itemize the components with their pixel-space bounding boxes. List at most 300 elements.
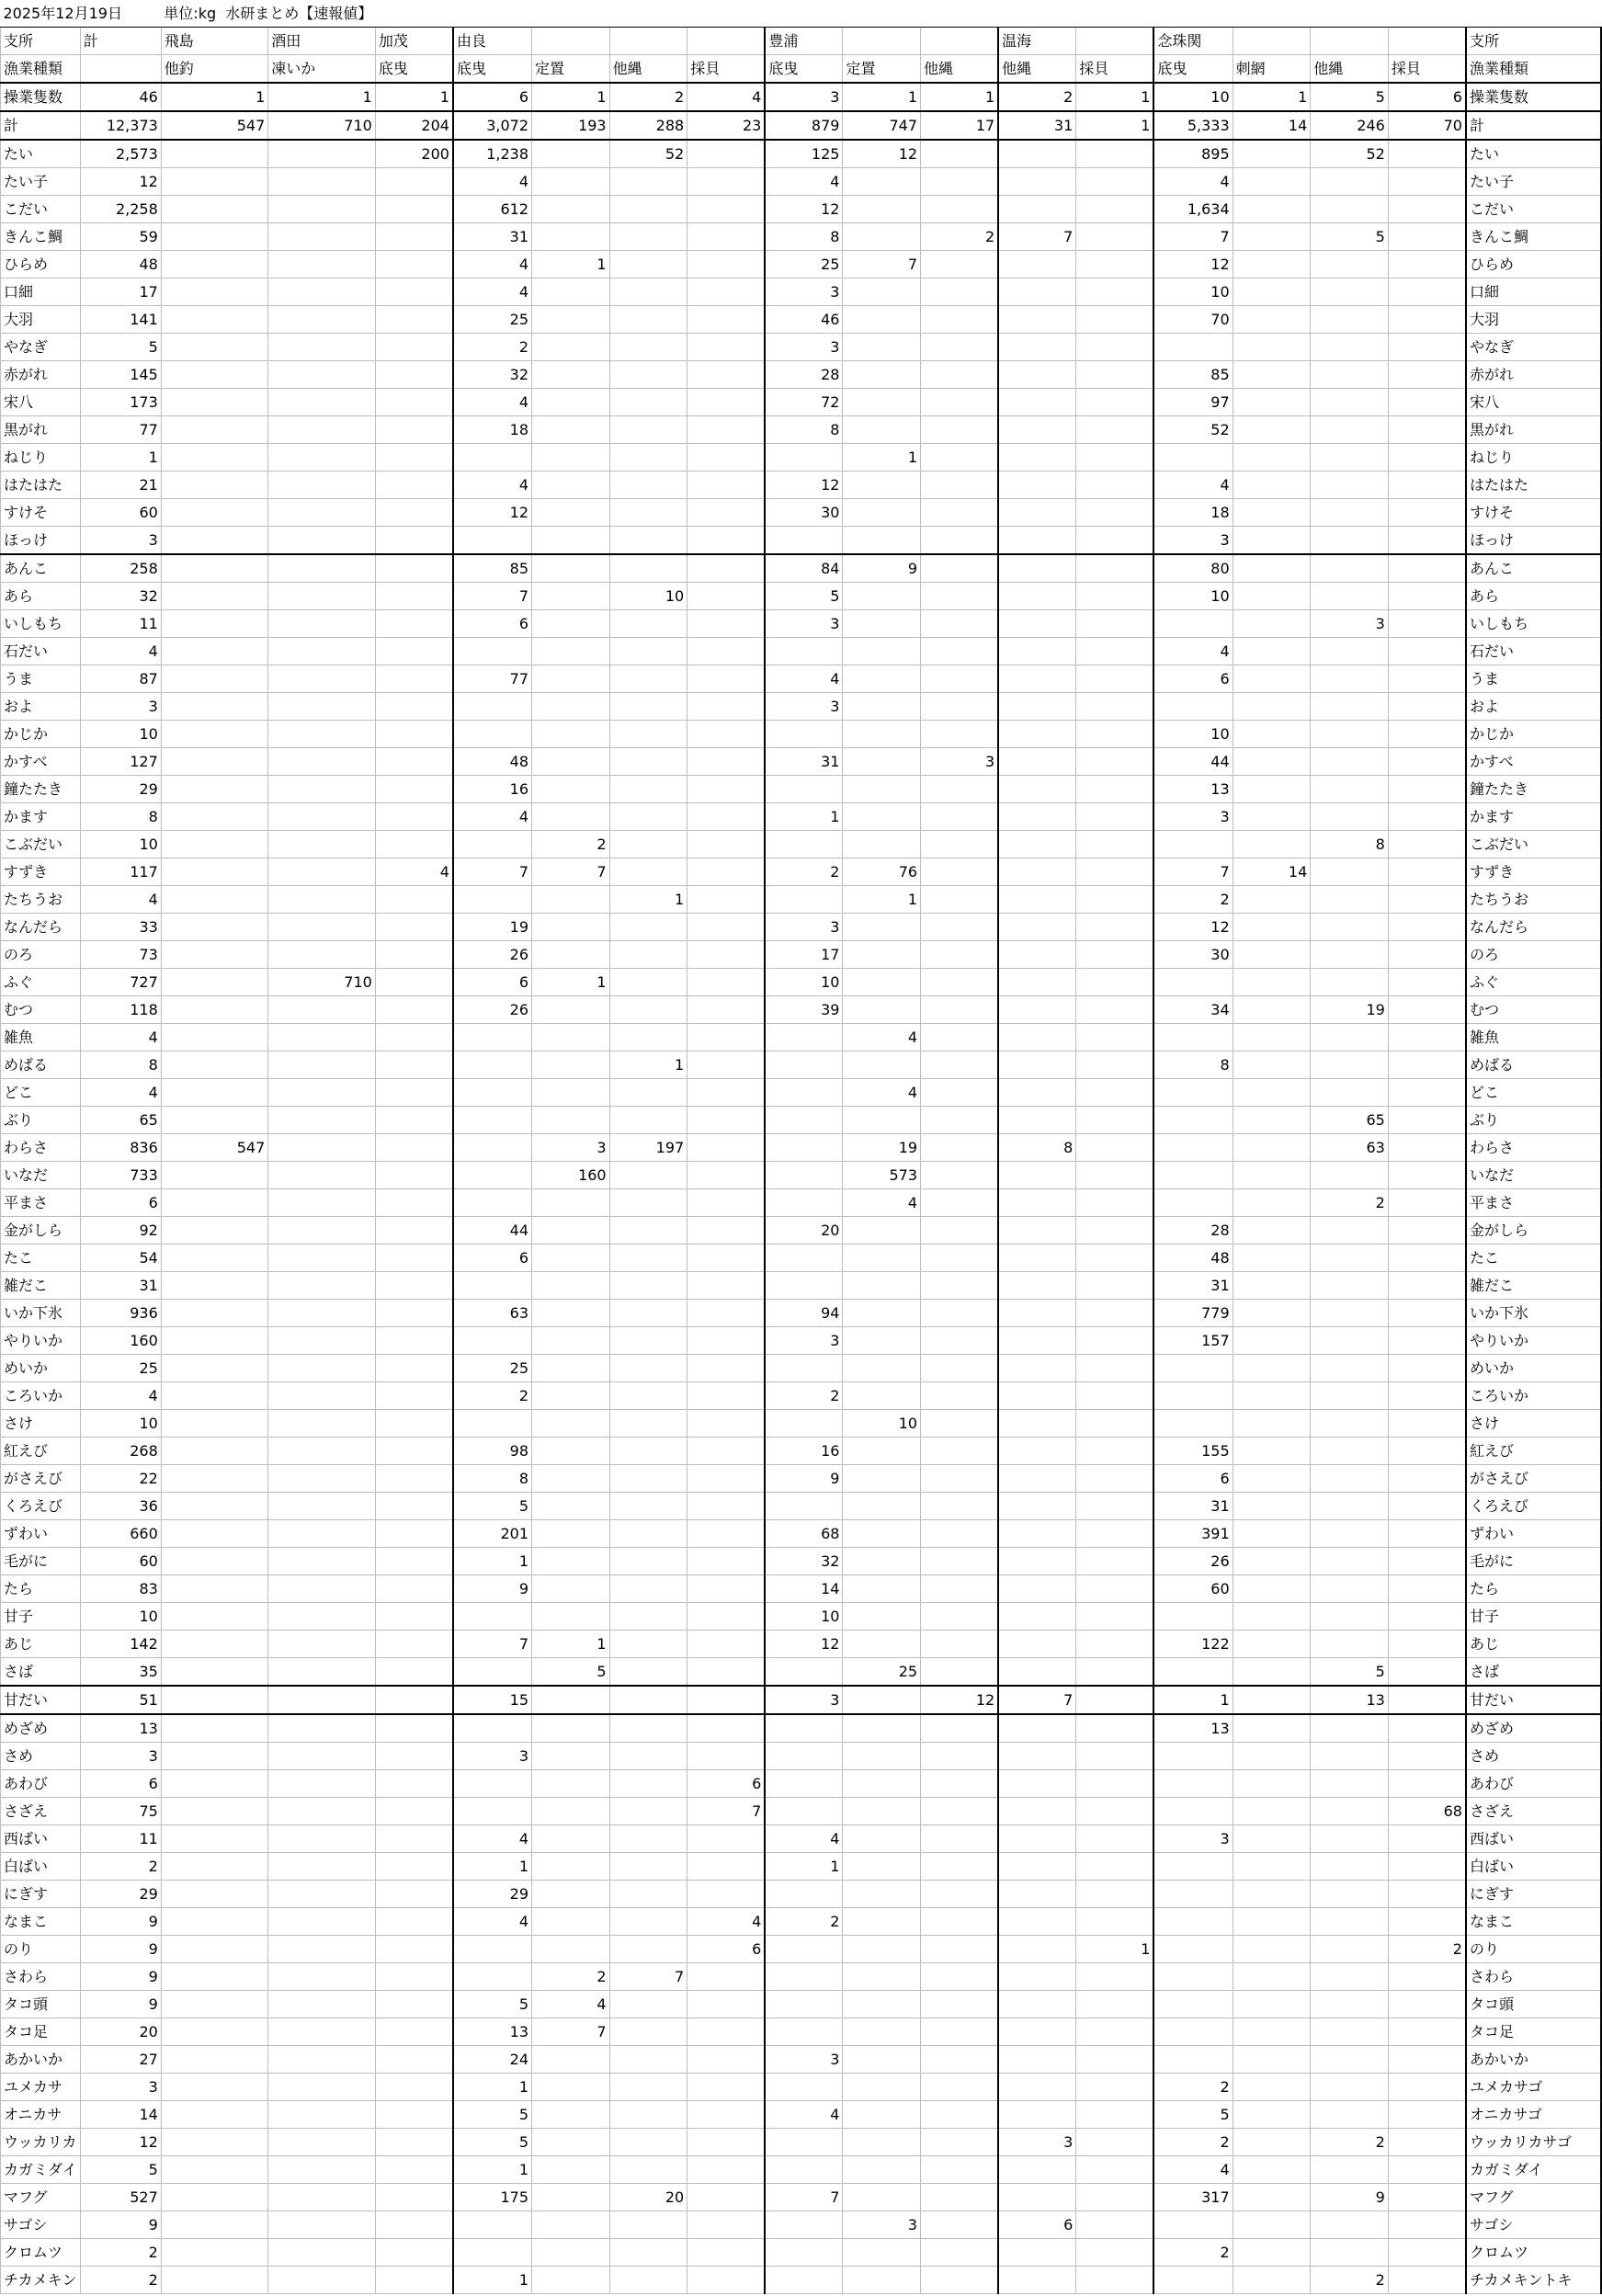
cell [532, 2267, 610, 2294]
cell [765, 2267, 843, 2294]
cell [1233, 306, 1311, 334]
row-label-right: 白ばい [1466, 1853, 1601, 1881]
cell: 21 [80, 472, 161, 499]
data-row [1, 1162, 1602, 1189]
cell [921, 2267, 999, 2294]
row-label-right: きんこ鯛 [1466, 223, 1601, 251]
cell [843, 1743, 921, 1770]
row-label: 漁業種類 [1, 55, 81, 84]
cell [609, 1548, 687, 1575]
cell [687, 1162, 766, 1189]
data-row [1, 554, 1602, 583]
cell [1388, 306, 1466, 334]
row-label: さけ [1, 1410, 81, 1438]
cell: 747 [843, 111, 921, 140]
cell [687, 361, 766, 389]
cell [843, 1603, 921, 1631]
cell [687, 223, 766, 251]
cell [1388, 748, 1466, 776]
cell: 6 [80, 1189, 161, 1217]
cell [375, 1743, 453, 1770]
cell [1076, 1217, 1154, 1245]
data-row [1, 1493, 1602, 1520]
cell [843, 389, 921, 416]
row-label: 大羽 [1, 306, 81, 334]
cell [161, 1798, 268, 1825]
cell [843, 721, 921, 748]
cell [1311, 1548, 1389, 1575]
cell: 5 [80, 2156, 161, 2184]
cell: 8 [998, 1134, 1076, 1162]
row-label-right: サゴシ [1466, 2211, 1601, 2239]
data-row [1, 278, 1602, 306]
cell [998, 1465, 1076, 1493]
cell: 6 [687, 1936, 766, 1963]
data-row [1, 1189, 1602, 1217]
row-label-right: クロムツ [1466, 2239, 1601, 2267]
cell: 32 [765, 1548, 843, 1575]
cell [532, 1217, 610, 1245]
cell [1153, 1853, 1233, 1881]
cell: 710 [268, 111, 376, 140]
cell [1233, 140, 1311, 168]
cell [921, 1465, 999, 1493]
row-label: こぶだい [1, 831, 81, 858]
cell: 27 [80, 2046, 161, 2074]
cell [1388, 140, 1466, 168]
row-label-right: たちうお [1466, 886, 1601, 914]
cell: 4 [453, 1908, 532, 1936]
row-label-right: かすべ [1466, 748, 1601, 776]
cell [843, 583, 921, 610]
cell [161, 610, 268, 638]
cell [161, 1272, 268, 1300]
cell [687, 1079, 766, 1107]
cell [1233, 28, 1311, 55]
cell: 7 [765, 2184, 843, 2211]
cell [1076, 554, 1154, 583]
data-row [1, 472, 1602, 499]
cell [921, 2046, 999, 2074]
cell [843, 1770, 921, 1798]
cell: 2 [80, 2239, 161, 2267]
cell [843, 1714, 921, 1743]
cell [921, 665, 999, 693]
cell [1076, 278, 1154, 306]
cell: 3 [80, 1743, 161, 1770]
cell [1388, 444, 1466, 472]
cell [532, 2239, 610, 2267]
cell [268, 1465, 376, 1493]
cell [161, 1575, 268, 1603]
cell [268, 583, 376, 610]
cell: 85 [1153, 361, 1233, 389]
cell [375, 196, 453, 223]
cell [1311, 803, 1389, 831]
cell [161, 858, 268, 886]
cell [1311, 914, 1389, 941]
data-row [1, 1438, 1602, 1465]
cell [843, 693, 921, 721]
cell [843, 1217, 921, 1245]
cell [375, 583, 453, 610]
cell [921, 334, 999, 361]
row-label-right: わらさ [1466, 1134, 1601, 1162]
cell [268, 196, 376, 223]
cell [921, 2156, 999, 2184]
cell [1311, 1051, 1389, 1079]
row-label-right: ふぐ [1466, 969, 1601, 996]
cell: 317 [1153, 2184, 1233, 2211]
cell [375, 1520, 453, 1548]
cell [1311, 499, 1389, 527]
data-row [1, 1079, 1602, 1107]
cell [921, 969, 999, 996]
cell: 1,238 [453, 140, 532, 168]
cell [921, 1825, 999, 1853]
cell [1388, 1658, 1466, 1687]
row-label: がさえび [1, 1465, 81, 1493]
cell [1233, 1603, 1311, 1631]
cell [609, 1575, 687, 1603]
cell: 7 [453, 1631, 532, 1658]
cell [1388, 803, 1466, 831]
cell [453, 1603, 532, 1631]
cell [1233, 1548, 1311, 1575]
row-label-right: やなぎ [1466, 334, 1601, 361]
cell [161, 1743, 268, 1770]
row-label: ユメカサ [1, 2074, 81, 2101]
cell [843, 1825, 921, 1853]
cell [998, 858, 1076, 886]
cell: 73 [80, 941, 161, 969]
cell [1311, 1575, 1389, 1603]
data-row [1, 111, 1602, 140]
cell [453, 1770, 532, 1798]
cell [921, 444, 999, 472]
cell [375, 1245, 453, 1272]
cell [1076, 1107, 1154, 1134]
cell [453, 1079, 532, 1107]
cell [532, 416, 610, 444]
cell [998, 996, 1076, 1024]
cell [1233, 638, 1311, 665]
cell: 3 [765, 83, 843, 111]
cell [268, 2156, 376, 2184]
cell: 6 [687, 1770, 766, 1798]
cell [268, 1520, 376, 1548]
cell [375, 1603, 453, 1631]
cell [1233, 1686, 1311, 1714]
cell [1233, 1631, 1311, 1658]
cell [1388, 1575, 1466, 1603]
cell: 14 [80, 2101, 161, 2129]
cell [1388, 1189, 1466, 1217]
cell: 他釣 [161, 55, 268, 84]
cell: 31 [453, 223, 532, 251]
cell: 76 [843, 858, 921, 886]
cell [609, 2074, 687, 2101]
cell [921, 583, 999, 610]
cell [765, 1024, 843, 1051]
cell [687, 969, 766, 996]
cell [765, 1162, 843, 1189]
cell [998, 1272, 1076, 1300]
cell [1233, 748, 1311, 776]
cell: 3,072 [453, 111, 532, 140]
cell [1233, 168, 1311, 196]
cell [1311, 886, 1389, 914]
cell [1311, 416, 1389, 444]
cell: 288 [609, 111, 687, 140]
cell [532, 389, 610, 416]
row-label: たい [1, 140, 81, 168]
cell: 1 [609, 886, 687, 914]
cell [1388, 1079, 1466, 1107]
cell [1076, 665, 1154, 693]
cell [1076, 2074, 1154, 2101]
cell [1076, 196, 1154, 223]
row-label-right: ずわい [1466, 1520, 1601, 1548]
cell [765, 1743, 843, 1770]
data-row [1, 1825, 1602, 1853]
row-label: クロムツ [1, 2239, 81, 2267]
cell [1311, 1465, 1389, 1493]
cell [453, 1107, 532, 1134]
cell [1076, 1245, 1154, 1272]
data-row [1, 914, 1602, 941]
row-label-right: オニカサゴ [1466, 2101, 1601, 2129]
cell: 9 [453, 1575, 532, 1603]
cell [161, 444, 268, 472]
cell: 710 [268, 969, 376, 996]
cell [921, 1051, 999, 1079]
cell [921, 1382, 999, 1410]
row-label-right: あんこ [1466, 554, 1601, 583]
cell [921, 1493, 999, 1520]
cell [687, 2211, 766, 2239]
cell [998, 1300, 1076, 1327]
cell [161, 306, 268, 334]
cell [268, 499, 376, 527]
cell [843, 1631, 921, 1658]
cell [1311, 278, 1389, 306]
cell [1076, 527, 1154, 555]
row-label-right: 赤がれ [1466, 361, 1601, 389]
cell [609, 1936, 687, 1963]
cell [453, 1963, 532, 1991]
cell [687, 1107, 766, 1134]
cell [161, 1382, 268, 1410]
cell [921, 527, 999, 555]
data-row [1, 2129, 1602, 2156]
cell [998, 196, 1076, 223]
cell [1233, 1770, 1311, 1798]
row-label: めざめ [1, 1714, 81, 1743]
cell [1388, 1714, 1466, 1743]
cell: 4 [80, 1382, 161, 1410]
cell: 8 [1311, 831, 1389, 858]
row-label: かじか [1, 721, 81, 748]
cell [532, 306, 610, 334]
cell: 52 [1311, 140, 1389, 168]
cell [375, 1134, 453, 1162]
cell [687, 2074, 766, 2101]
row-label: 計 [1, 111, 81, 140]
row-label-right: かじか [1466, 721, 1601, 748]
cell [843, 1798, 921, 1825]
cell [687, 1658, 766, 1687]
cell [1388, 1217, 1466, 1245]
cell [843, 1575, 921, 1603]
cell [161, 2018, 268, 2046]
cell: 173 [80, 389, 161, 416]
cell: 刺網 [1233, 55, 1311, 84]
cell: 底曳 [1153, 55, 1233, 84]
cell: 12 [80, 2129, 161, 2156]
cell [998, 2156, 1076, 2184]
cell [998, 969, 1076, 996]
row-label-right: はたはた [1466, 472, 1601, 499]
cell: 1 [1153, 1686, 1233, 1714]
cell [921, 1991, 999, 2018]
row-label-right: さざえ [1466, 1798, 1601, 1825]
cell: 5 [765, 583, 843, 610]
cell [1311, 1382, 1389, 1410]
cell [1233, 665, 1311, 693]
cell [1388, 1272, 1466, 1300]
cell [375, 1963, 453, 1991]
cell [1076, 1520, 1154, 1548]
cell [998, 1382, 1076, 1410]
cell [1311, 2101, 1389, 2129]
cell [1153, 1798, 1233, 1825]
cell [1233, 1743, 1311, 1770]
cell: 2 [1153, 886, 1233, 914]
cell [843, 1908, 921, 1936]
cell [1076, 1051, 1154, 1079]
cell: 29 [80, 1881, 161, 1908]
cell [765, 776, 843, 803]
cell [609, 1410, 687, 1438]
cell: 3 [532, 1134, 610, 1162]
cell [532, 1493, 610, 1520]
cell [843, 2101, 921, 2129]
row-label: はたはた [1, 472, 81, 499]
cell: 採貝 [687, 55, 766, 84]
cell [1311, 1272, 1389, 1300]
row-label: チカメキン [1, 2267, 81, 2294]
cell [532, 1936, 610, 1963]
cell [687, 2101, 766, 2129]
cell [453, 2239, 532, 2267]
cell: 4 [765, 665, 843, 693]
cell [268, 886, 376, 914]
cell [609, 2211, 687, 2239]
cell [161, 389, 268, 416]
cell [1388, 693, 1466, 721]
cell [268, 1162, 376, 1189]
branch-header-row [1, 28, 1602, 55]
cell [921, 996, 999, 1024]
cell [998, 472, 1076, 499]
cell [687, 2018, 766, 2046]
cell [1311, 334, 1389, 361]
data-row [1, 2046, 1602, 2074]
cell [609, 361, 687, 389]
row-label: なんだら [1, 914, 81, 941]
cell [921, 721, 999, 748]
cell: 24 [453, 2046, 532, 2074]
cell [687, 941, 766, 969]
cell: 31 [998, 111, 1076, 140]
cell [687, 2267, 766, 2294]
cell [843, 1881, 921, 1908]
row-label: 雑だこ [1, 1272, 81, 1300]
cell [268, 1658, 376, 1687]
cell [765, 1272, 843, 1300]
cell: 11 [80, 1825, 161, 1853]
cell [843, 1438, 921, 1465]
cell [1076, 223, 1154, 251]
cell: 1 [843, 83, 921, 111]
cell [161, 1162, 268, 1189]
cell [1233, 1355, 1311, 1382]
cell: 268 [80, 1438, 161, 1465]
cell [1388, 665, 1466, 693]
cell [843, 223, 921, 251]
data-row [1, 2184, 1602, 2211]
row-label: さめ [1, 1743, 81, 1770]
cell: 118 [80, 996, 161, 1024]
row-label-right: 漁業種類 [1466, 55, 1601, 84]
cell: 25 [453, 306, 532, 334]
cell [609, 499, 687, 527]
cell [532, 1575, 610, 1603]
cell [1233, 1575, 1311, 1603]
row-label: 甘だい [1, 1686, 81, 1714]
cell [268, 1881, 376, 1908]
cell [1388, 1770, 1466, 1798]
cell [609, 1714, 687, 1743]
data-row [1, 1714, 1602, 1743]
cell [532, 1825, 610, 1853]
cell [375, 969, 453, 996]
cell [375, 941, 453, 969]
cell [998, 527, 1076, 555]
row-label-right: のろ [1466, 941, 1601, 969]
cell: 26 [1153, 1548, 1233, 1575]
row-label: のろ [1, 941, 81, 969]
cell [998, 1548, 1076, 1575]
cell: 10 [80, 721, 161, 748]
data-row [1, 1881, 1602, 1908]
cell [609, 1798, 687, 1825]
cell [687, 28, 766, 55]
cell [1076, 1189, 1154, 1217]
cell [998, 583, 1076, 610]
cell: 5,333 [1153, 111, 1233, 140]
cell [1076, 1024, 1154, 1051]
cell [998, 1825, 1076, 1853]
row-label: かすべ [1, 748, 81, 776]
cell: 52 [609, 140, 687, 168]
cell [1311, 1936, 1389, 1963]
cell [1388, 1520, 1466, 1548]
cell [1076, 831, 1154, 858]
cell [532, 444, 610, 472]
cell: 2 [1311, 2129, 1389, 2156]
